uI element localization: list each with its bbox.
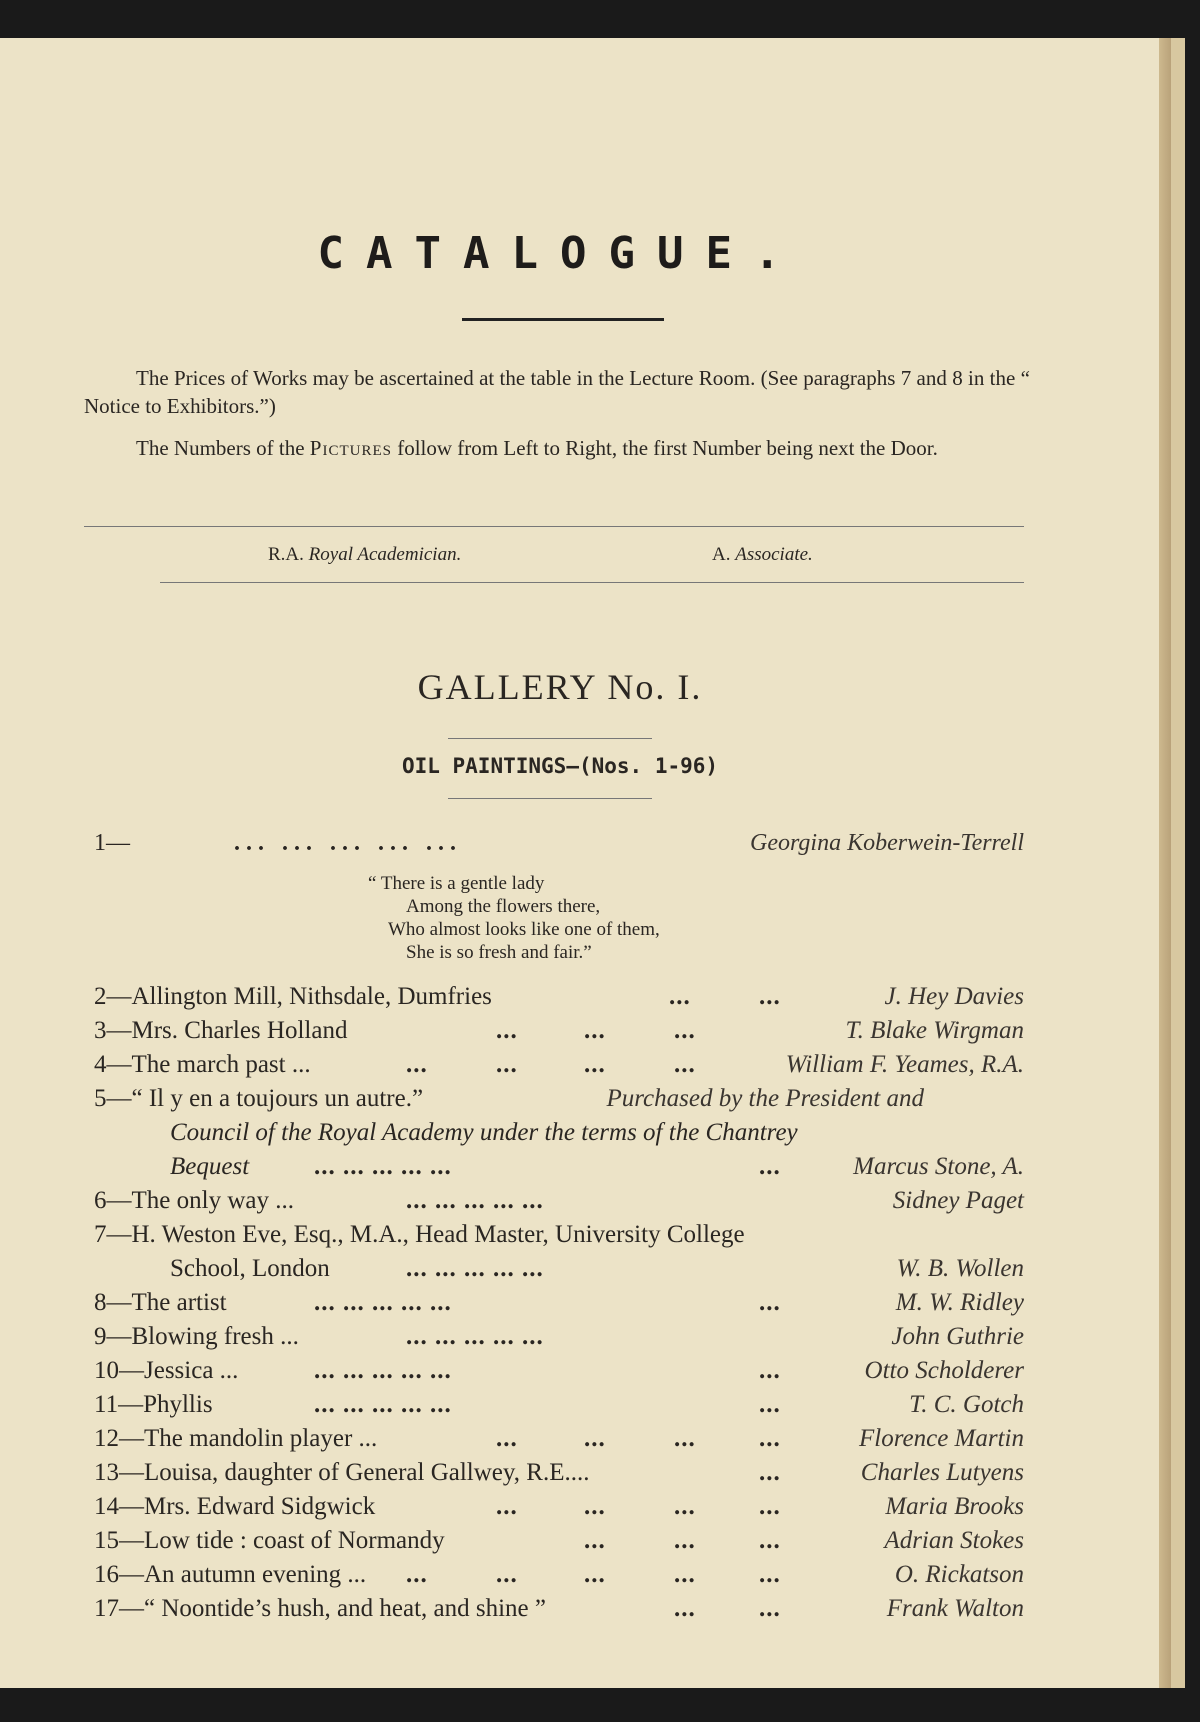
- gallery-heading: GALLERY No. I.: [417, 667, 703, 707]
- entry-artist: Otto Scholderer: [864, 1357, 1024, 1384]
- leader-dots: ...: [496, 1051, 518, 1078]
- poem-line: Who almost looks like one of them,: [388, 919, 660, 940]
- leader-dots: ...: [584, 1493, 606, 1520]
- entry-title: 15—Low tide : coast of Normandy: [94, 1527, 445, 1554]
- abbr-associate: [712, 544, 813, 566]
- numbering-text-b: follow from Left to Right, the first Number being next the Door.: [391, 436, 938, 460]
- leader-dots: ...: [669, 983, 691, 1010]
- leader-dots: ... ... ... ... ...: [314, 1357, 452, 1384]
- entry-note: Purchased by the President and: [606, 1085, 924, 1112]
- entry-artist: Adrian Stokes: [884, 1527, 1024, 1554]
- entry-artist: O. Rickatson: [894, 1561, 1024, 1588]
- entry-artist: T. C. Gotch: [909, 1391, 1024, 1418]
- entry-title: 10—Jessica ...: [94, 1357, 239, 1384]
- leader-dots: ...: [584, 1425, 606, 1452]
- entry-title-continued: School, London: [170, 1255, 330, 1282]
- entry-artist: M. W. Ridley: [895, 1289, 1024, 1316]
- catalogue-entry-continued: [94, 1150, 1024, 1184]
- catalogue-entry-continued: [94, 1116, 1024, 1150]
- page-title: CATALOGUE.: [317, 228, 803, 279]
- numbering-smallcaps: Pictures: [309, 436, 392, 460]
- entry-title: 2—Allington Mill, Nithsdale, Dumfries: [94, 983, 492, 1010]
- abbr-ra-text: Royal Academician.: [308, 544, 462, 565]
- entry-artist: John Guthrie: [891, 1323, 1024, 1350]
- catalogue-entry: [94, 1014, 1024, 1048]
- leader-dots: ...: [759, 1425, 781, 1452]
- leader-dots: ...: [584, 1017, 606, 1044]
- gallery-rule: [448, 738, 652, 739]
- entry-artist: Maria Brooks: [885, 1493, 1024, 1520]
- title-rule: [462, 318, 664, 321]
- leader-dots: ...: [759, 1459, 781, 1486]
- entry-note: Bequest: [170, 1153, 250, 1180]
- entry-title: 12—The mandolin player ...: [94, 1425, 378, 1452]
- abbr-rule-top: [84, 526, 1024, 527]
- leader-dots: ...: [406, 1561, 428, 1588]
- entry-artist: William F. Yeames, R.A.: [785, 1051, 1024, 1078]
- catalogue-entry: [94, 980, 1024, 1014]
- catalogue-page: [0, 38, 1185, 1688]
- leader-dots: ...: [759, 1357, 781, 1384]
- leader-dots: ...: [674, 1493, 696, 1520]
- catalogue-entry: [94, 1592, 1024, 1626]
- prices-paragraph: The Prices of Works may be ascertained at the table in the Lecture Room. (See paragraphs 7 and 8 in the “ Notice to Exhibitors.”): [84, 366, 1030, 418]
- entry-artist: Frank Walton: [886, 1595, 1024, 1622]
- leader-dots: ...: [759, 1391, 781, 1418]
- catalogue-entry: [94, 1422, 1024, 1456]
- entry-artist: T. Blake Wirgman: [845, 1017, 1024, 1044]
- leader-dots: ...: [674, 1595, 696, 1622]
- poem-line: “ There is a gentle lady: [368, 873, 545, 894]
- entry-artist: Marcus Stone, A.: [853, 1153, 1024, 1180]
- leader-dots: ... ... ... ... ...: [314, 1289, 452, 1316]
- catalogue-entry: [94, 1218, 1024, 1252]
- section-heading: OIL PAINTINGS—(Nos. 1-96): [401, 754, 719, 778]
- leader-dots: ...: [496, 1425, 518, 1452]
- abbr-ra: R.A.: [268, 544, 304, 565]
- abbr-a-text: Associate.: [735, 544, 813, 565]
- entry-title: 4—The march past ...: [94, 1051, 311, 1078]
- abbr-a: A.: [712, 544, 731, 565]
- entry-title: 9—Blowing fresh ...: [94, 1323, 299, 1350]
- catalogue-entry-continued: [94, 1252, 1024, 1286]
- entry-title: 6—The only way ...: [94, 1187, 294, 1214]
- catalogue-entry: [94, 1558, 1024, 1592]
- entry-artist: Florence Martin: [858, 1425, 1024, 1452]
- catalogue-entry: [94, 1048, 1024, 1082]
- abbr-rule-bottom: [160, 582, 1024, 583]
- entry-title: 13—Louisa, daughter of General Gallwey, R.E....: [94, 1459, 590, 1486]
- leader-dots: ... ... ... ... ...: [234, 830, 462, 856]
- numbering-text-a: The Numbers of the: [136, 436, 310, 460]
- leader-dots: ...: [584, 1561, 606, 1588]
- entry-artist: Georgina Koberwein-Terrell: [750, 830, 1024, 856]
- leader-dots: ...: [759, 1493, 781, 1520]
- entry-title: 16—An autumn evening ...: [94, 1561, 367, 1588]
- leader-dots: ... ... ... ... ...: [406, 1255, 544, 1282]
- catalogue-entry: [94, 1082, 1024, 1116]
- leader-dots: ... ... ... ... ...: [314, 1153, 452, 1180]
- leader-dots: ...: [759, 1153, 781, 1180]
- leader-dots: ...: [674, 1017, 696, 1044]
- entry-title: 8—The artist: [94, 1289, 227, 1316]
- leader-dots: ...: [759, 1527, 781, 1554]
- catalogue-entry: [94, 1354, 1024, 1388]
- entry-title: 3—Mrs. Charles Holland: [94, 1017, 348, 1044]
- catalogue-entry: [94, 1524, 1024, 1558]
- abbr-royal-academician: [268, 544, 461, 566]
- entry-number: 1—: [94, 830, 130, 856]
- catalogue-entry: [94, 1456, 1024, 1490]
- entry-title: 11—Phyllis: [94, 1391, 213, 1418]
- entry-artist: W. B. Wollen: [896, 1255, 1024, 1282]
- entry-title: 5—“ Il y en a toujours un autre.”: [94, 1085, 424, 1112]
- leader-dots: ... ... ... ... ...: [314, 1391, 452, 1418]
- leader-dots: ...: [674, 1425, 696, 1452]
- section-rule: [448, 798, 652, 799]
- leader-dots: ... ... ... ... ...: [406, 1323, 544, 1350]
- leader-dots: ...: [674, 1051, 696, 1078]
- entry-artist: Charles Lutyens: [860, 1459, 1024, 1486]
- entry-artist: J. Hey Davies: [884, 983, 1024, 1010]
- book-spine-edge: [1159, 38, 1171, 1688]
- leader-dots: ...: [496, 1493, 518, 1520]
- leader-dots: ... ... ... ... ...: [406, 1187, 544, 1214]
- leader-dots: ...: [584, 1527, 606, 1554]
- leader-dots: ...: [406, 1051, 428, 1078]
- leader-dots: ...: [759, 1289, 781, 1316]
- leader-dots: ...: [584, 1051, 606, 1078]
- leader-dots: ...: [759, 983, 781, 1010]
- catalogue-entry: [94, 1286, 1024, 1320]
- catalogue-entry-1: [94, 830, 1024, 857]
- entry-note: Council of the Royal Academy under the terms of the Chantrey: [170, 1119, 798, 1146]
- catalogue-entry: [94, 1490, 1024, 1524]
- catalogue-list: [94, 980, 1024, 1626]
- catalogue-entry: [94, 1184, 1024, 1218]
- poem-line: She is so fresh and fair.”: [406, 942, 592, 963]
- leader-dots: ...: [496, 1561, 518, 1588]
- entry-1-poem: [368, 872, 660, 964]
- leader-dots: ...: [759, 1561, 781, 1588]
- catalogue-entry: [94, 1388, 1024, 1422]
- entry-artist: Sidney Paget: [892, 1187, 1024, 1214]
- numbering-paragraph: [84, 434, 1030, 462]
- leader-dots: ...: [496, 1017, 518, 1044]
- leader-dots: ...: [674, 1561, 696, 1588]
- entry-title: 14—Mrs. Edward Sidgwick: [94, 1493, 376, 1520]
- catalogue-entry: [94, 1320, 1024, 1354]
- entry-title: 17—“ Noontide’s hush, and heat, and shine ”: [94, 1595, 546, 1622]
- entry-title: 7—H. Weston Eve, Esq., M.A., Head Master, University College: [94, 1221, 745, 1248]
- poem-line: Among the flowers there,: [406, 896, 601, 917]
- leader-dots: ...: [674, 1527, 696, 1554]
- leader-dots: ...: [759, 1595, 781, 1622]
